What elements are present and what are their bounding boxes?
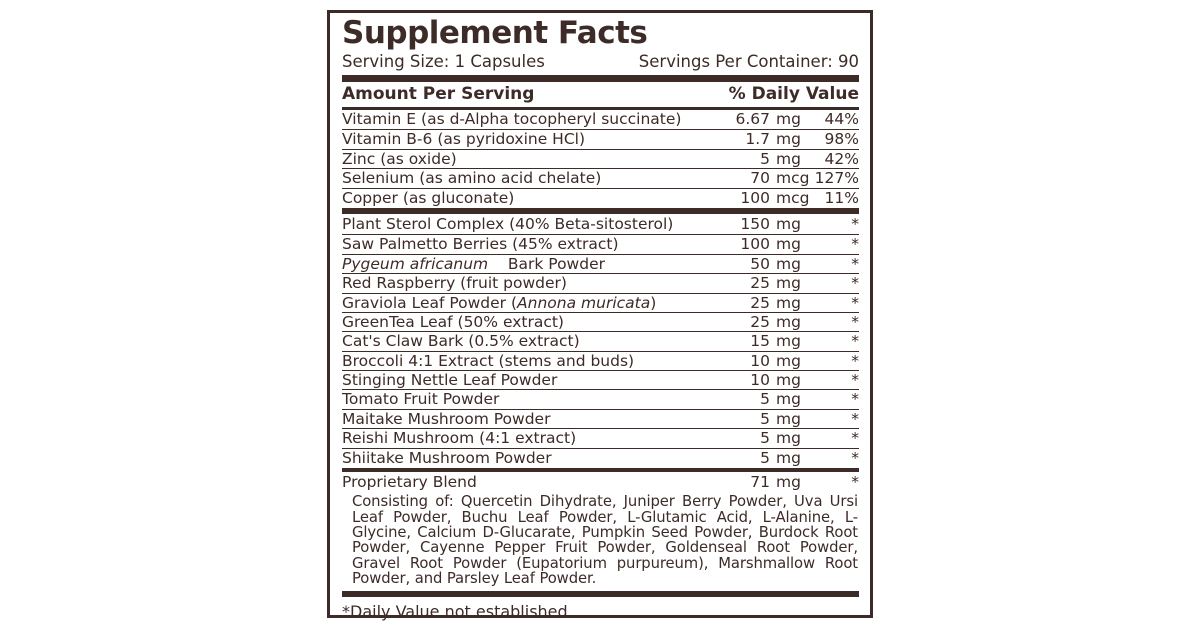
daily-value-cell: * (851, 332, 859, 351)
ingredient-amount (713, 215, 813, 234)
botanical-rows-section (342, 215, 859, 467)
amount-unit: mg (776, 130, 801, 149)
ingredient-amount (713, 130, 813, 149)
ingredient-amount (713, 410, 813, 429)
ingredient-amount (713, 473, 813, 492)
ingredient-name: Vitamin B-6 (as pyridoxine HCl) (342, 130, 585, 149)
amount-unit: mg (776, 448, 801, 467)
daily-value-cell: 127% (814, 169, 859, 188)
ingredient-row (342, 254, 859, 273)
ingredient-amount (713, 255, 813, 274)
thick-divider (342, 591, 859, 597)
amount-value: 5 (760, 390, 770, 409)
ingredient-name: Red Raspberry (fruit powder) (342, 274, 567, 293)
thick-divider (342, 468, 859, 472)
amount-unit: mg (776, 312, 801, 331)
amount-value: 50 (750, 254, 770, 273)
daily-value-cell: * (851, 351, 859, 370)
amount-unit: mcg (776, 188, 810, 207)
amount-value: 5 (760, 448, 770, 467)
daily-value-cell: * (851, 473, 859, 492)
ingredient-amount (713, 352, 813, 371)
ingredient-name: Broccoli 4:1 Extract (stems and buds) (342, 351, 635, 370)
amount-value: 5 (760, 429, 770, 448)
amount-unit: mg (776, 332, 801, 351)
ingredient-row (342, 149, 859, 168)
supplement-facts-label (327, 10, 873, 622)
ingredient-row (342, 129, 859, 148)
daily-value-cell: * (851, 254, 859, 273)
ingredient-name: Zinc (as oxide) (342, 149, 457, 168)
ingredient-row (342, 331, 859, 350)
ingredient-amount (713, 390, 813, 409)
ingredient-row (342, 389, 859, 408)
amount-unit: mg (776, 429, 801, 448)
amount-per-serving-header: Amount Per Serving (342, 84, 535, 104)
ingredient-row (342, 168, 859, 187)
ingredient-row (342, 188, 859, 207)
ingredient-row (342, 273, 859, 292)
ingredient-name: Pygeum africanum Bark Powder (342, 254, 605, 273)
amount-value: 6.67 (735, 110, 770, 128)
servings-per-container-text: Servings Per Container: 90 (638, 52, 859, 71)
amount-value: 150 (740, 214, 770, 233)
amount-unit: mg (776, 351, 801, 370)
ingredient-row (342, 370, 859, 389)
amount-value: 10 (750, 371, 770, 390)
ingredient-name: Saw Palmetto Berries (45% extract) (342, 235, 619, 254)
daily-value-header: % Daily Value (728, 84, 859, 104)
amount-unit: mg (776, 149, 801, 168)
daily-value-cell: * (851, 390, 859, 409)
ingredient-amount (713, 189, 813, 208)
ingredient-amount (713, 371, 813, 390)
ingredient-name: Maitake Mushroom Powder (342, 409, 551, 428)
daily-value-footnote: *Daily Value not established. (342, 602, 573, 622)
amount-value: 15 (750, 332, 770, 351)
ingredient-name: Plant Sterol Complex (40% Beta-sitosterol) (342, 214, 674, 233)
ingredient-amount (713, 235, 813, 254)
ingredient-name: Selenium (as amino acid chelate) (342, 169, 602, 188)
ingredient-row (342, 351, 859, 370)
amount-value: 5 (760, 409, 770, 428)
daily-value-cell: * (851, 448, 859, 467)
column-header-row (342, 82, 859, 107)
ingredient-amount (713, 169, 813, 188)
serving-info-row (342, 52, 859, 72)
ingredient-amount (713, 332, 813, 351)
daily-value-cell: 98% (824, 130, 859, 149)
daily-value-cell: * (851, 214, 859, 233)
amount-unit: mg (776, 293, 801, 312)
ingredient-row (342, 409, 859, 428)
ingredient-amount (713, 429, 813, 448)
ingredient-amount (713, 274, 813, 293)
label-title: Supplement Facts (342, 15, 648, 51)
amount-unit: mg (776, 214, 801, 233)
amount-value: 71 (750, 473, 770, 492)
ingredient-name: Reishi Mushroom (4:1 extract) (342, 429, 577, 448)
daily-value-cell: 11% (824, 188, 859, 207)
daily-value-cell: * (851, 409, 859, 428)
daily-value-cell: 44% (824, 110, 859, 128)
ingredient-amount (713, 150, 813, 169)
amount-value: 100 (740, 235, 770, 254)
daily-value-cell: * (851, 293, 859, 312)
ingredient-name: Proprietary Blend (342, 473, 477, 492)
amount-unit: mg (776, 473, 801, 492)
ingredient-row (342, 473, 859, 492)
amount-value: 1.7 (745, 130, 770, 149)
ingredient-row (342, 234, 859, 253)
ingredient-amount (713, 449, 813, 468)
daily-value-cell: * (851, 371, 859, 390)
ingredient-amount (713, 313, 813, 332)
daily-value-cell: * (851, 312, 859, 331)
ingredient-row (342, 293, 859, 312)
thick-divider (342, 75, 859, 82)
thick-divider (342, 208, 859, 214)
amount-unit: mg (776, 235, 801, 254)
blend-description: Consisting of: Quercetin Dihydrate, Juniper Berry Powder, Uva Ursi Leaf Powder, Buchu Leaf Powder, L-Glutamic Acid, L-Alanine, L-Glycine, Calcium D-Glucarate, Pumpkin Seed Powder, Burdock Root Powder, Cayenne Pepper Fruit Powder, Goldenseal Root Powder, Gravel Root Powder (Eupatorium purpureum), Marshmallow Root Powder, and Parsley Leaf Powder. (352, 493, 858, 587)
amount-unit: mcg (776, 169, 810, 188)
amount-value: 25 (750, 293, 770, 312)
ingredient-row (342, 215, 859, 234)
amount-value: 100 (740, 188, 770, 207)
amount-unit: mg (776, 274, 801, 293)
amount-unit: mg (776, 110, 801, 128)
daily-value-cell: * (851, 274, 859, 293)
ingredient-name: Tomato Fruit Powder (342, 390, 500, 409)
ingredient-name: Graviola Leaf Powder (Annona muricata) (342, 293, 657, 312)
ingredient-name: Copper (as gluconate) (342, 188, 515, 207)
nutrient-rows-section (342, 110, 859, 207)
amount-value: 5 (760, 149, 770, 168)
ingredient-row (342, 312, 859, 331)
amount-unit: mg (776, 409, 801, 428)
amount-value: 10 (750, 351, 770, 370)
amount-value: 70 (750, 169, 770, 188)
ingredient-row (342, 110, 859, 129)
ingredient-amount (713, 110, 813, 129)
ingredient-name: Shiitake Mushroom Powder (342, 448, 552, 467)
ingredient-name: Stinging Nettle Leaf Powder (342, 371, 558, 390)
daily-value-cell: * (851, 429, 859, 448)
ingredient-name: Cat's Claw Bark (0.5% extract) (342, 332, 580, 351)
ingredient-row (342, 428, 859, 447)
amount-unit: mg (776, 254, 801, 273)
daily-value-cell: * (851, 235, 859, 254)
amount-value: 25 (750, 312, 770, 331)
amount-unit: mg (776, 371, 801, 390)
ingredient-amount (713, 294, 813, 313)
proprietary-blend-row-section (342, 473, 859, 492)
amount-value: 25 (750, 274, 770, 293)
amount-unit: mg (776, 390, 801, 409)
serving-size-text: Serving Size: 1 Capsules (342, 52, 545, 71)
ingredient-row (342, 448, 859, 467)
ingredient-name: Vitamin E (as d-Alpha tocopheryl succinate) (342, 110, 682, 128)
daily-value-cell: 42% (824, 149, 859, 168)
ingredient-name: GreenTea Leaf (50% extract) (342, 312, 564, 331)
